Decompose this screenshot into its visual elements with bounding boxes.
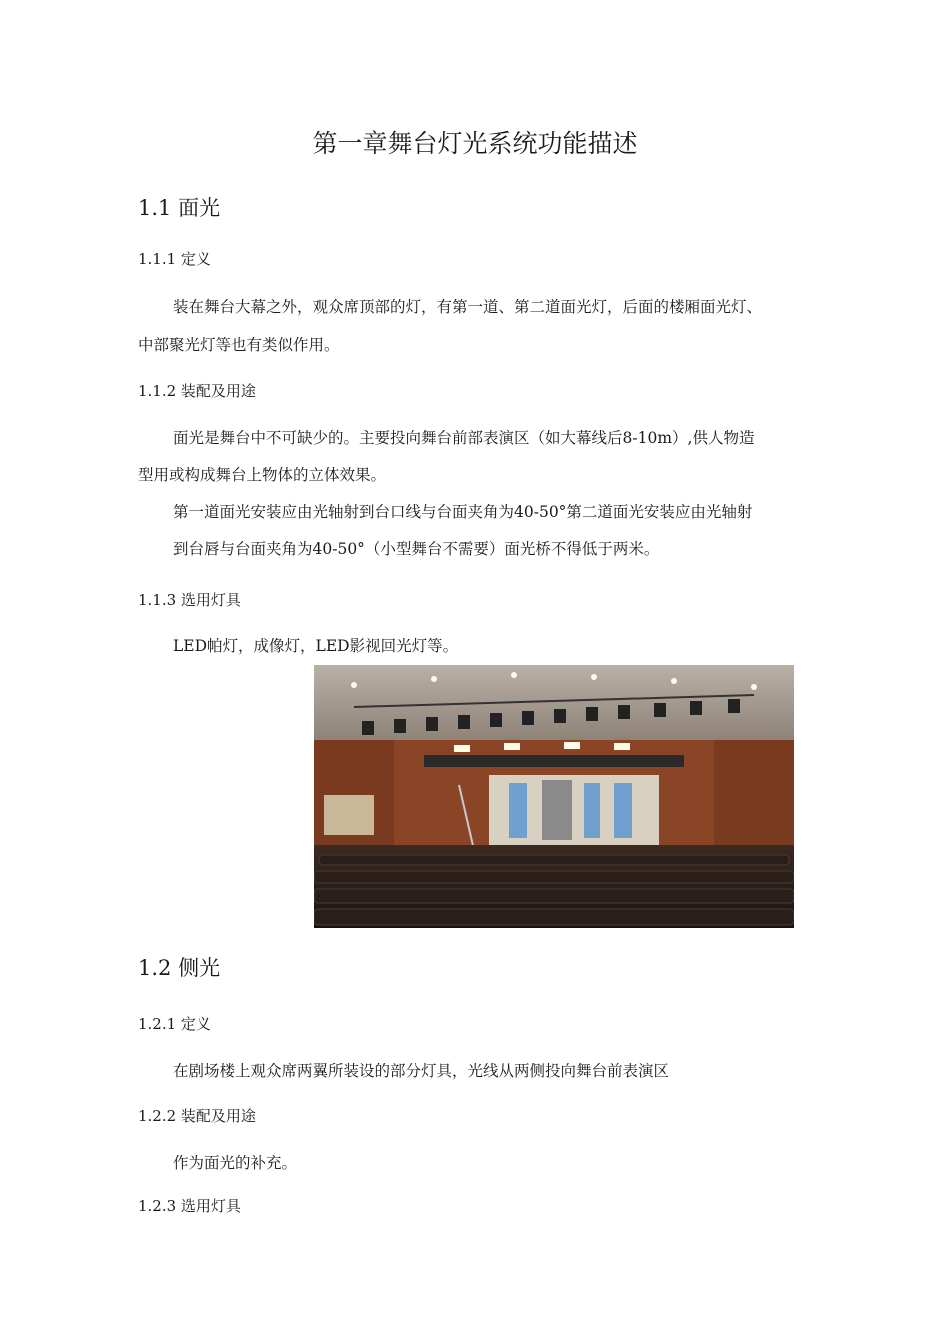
subsection-heading-1-2-2: 1.2.2 装配及用途 bbox=[138, 1107, 256, 1125]
section-heading-1-1: 1.1 面光 bbox=[138, 196, 221, 220]
paragraph-1-1-3-line-1: LED帕灯，成像灯，LED影视回光灯等。 bbox=[173, 637, 459, 655]
subsection-heading-1-2-3: 1.2.3 选用灯具 bbox=[138, 1197, 241, 1215]
paragraph-1-2-2-line-1: 作为面光的补充。 bbox=[173, 1154, 298, 1172]
auditorium-photo bbox=[314, 665, 794, 928]
subsection-heading-1-1-1: 1.1.1 定义 bbox=[138, 250, 211, 268]
paragraph-1-2-1-line-1: 在剧场楼上观众席两翼所装设的部分灯具，光线从两侧投向舞台前表演区 bbox=[173, 1062, 670, 1080]
paragraph-1-1-1-line-1: 装在舞台大幕之外，观众席顶部的灯，有第一道、第二道面光灯，后面的楼厢面光灯、 bbox=[173, 298, 763, 316]
subsection-heading-1-2-1: 1.2.1 定义 bbox=[138, 1015, 211, 1033]
paragraph-1-1-2-line-3: 第一道面光安装应由光轴射到台口线与台面夹角为40-50°第二道面光安装应由光轴射 bbox=[173, 503, 753, 521]
paragraph-1-1-2-line-1: 面光是舞台中不可缺少的。主要投向舞台前部表演区（如大幕线后8-10m）,供人物造 bbox=[173, 429, 755, 447]
subsection-heading-1-1-3: 1.1.3 选用灯具 bbox=[138, 591, 241, 609]
page-title: 第一章舞台灯光系统功能描述 bbox=[312, 129, 638, 158]
section-heading-1-2: 1.2 侧光 bbox=[138, 956, 221, 980]
paragraph-1-1-2-line-4: 到台唇与台面夹角为40-50°（小型舞台不需要）面光桥不得低于两米。 bbox=[173, 540, 660, 558]
paragraph-1-1-2-line-2: 型用或构成舞台上物体的立体效果。 bbox=[138, 466, 387, 484]
subsection-heading-1-1-2: 1.1.2 装配及用途 bbox=[138, 382, 256, 400]
paragraph-1-1-1-line-2: 中部聚光灯等也有类似作用。 bbox=[138, 336, 340, 354]
